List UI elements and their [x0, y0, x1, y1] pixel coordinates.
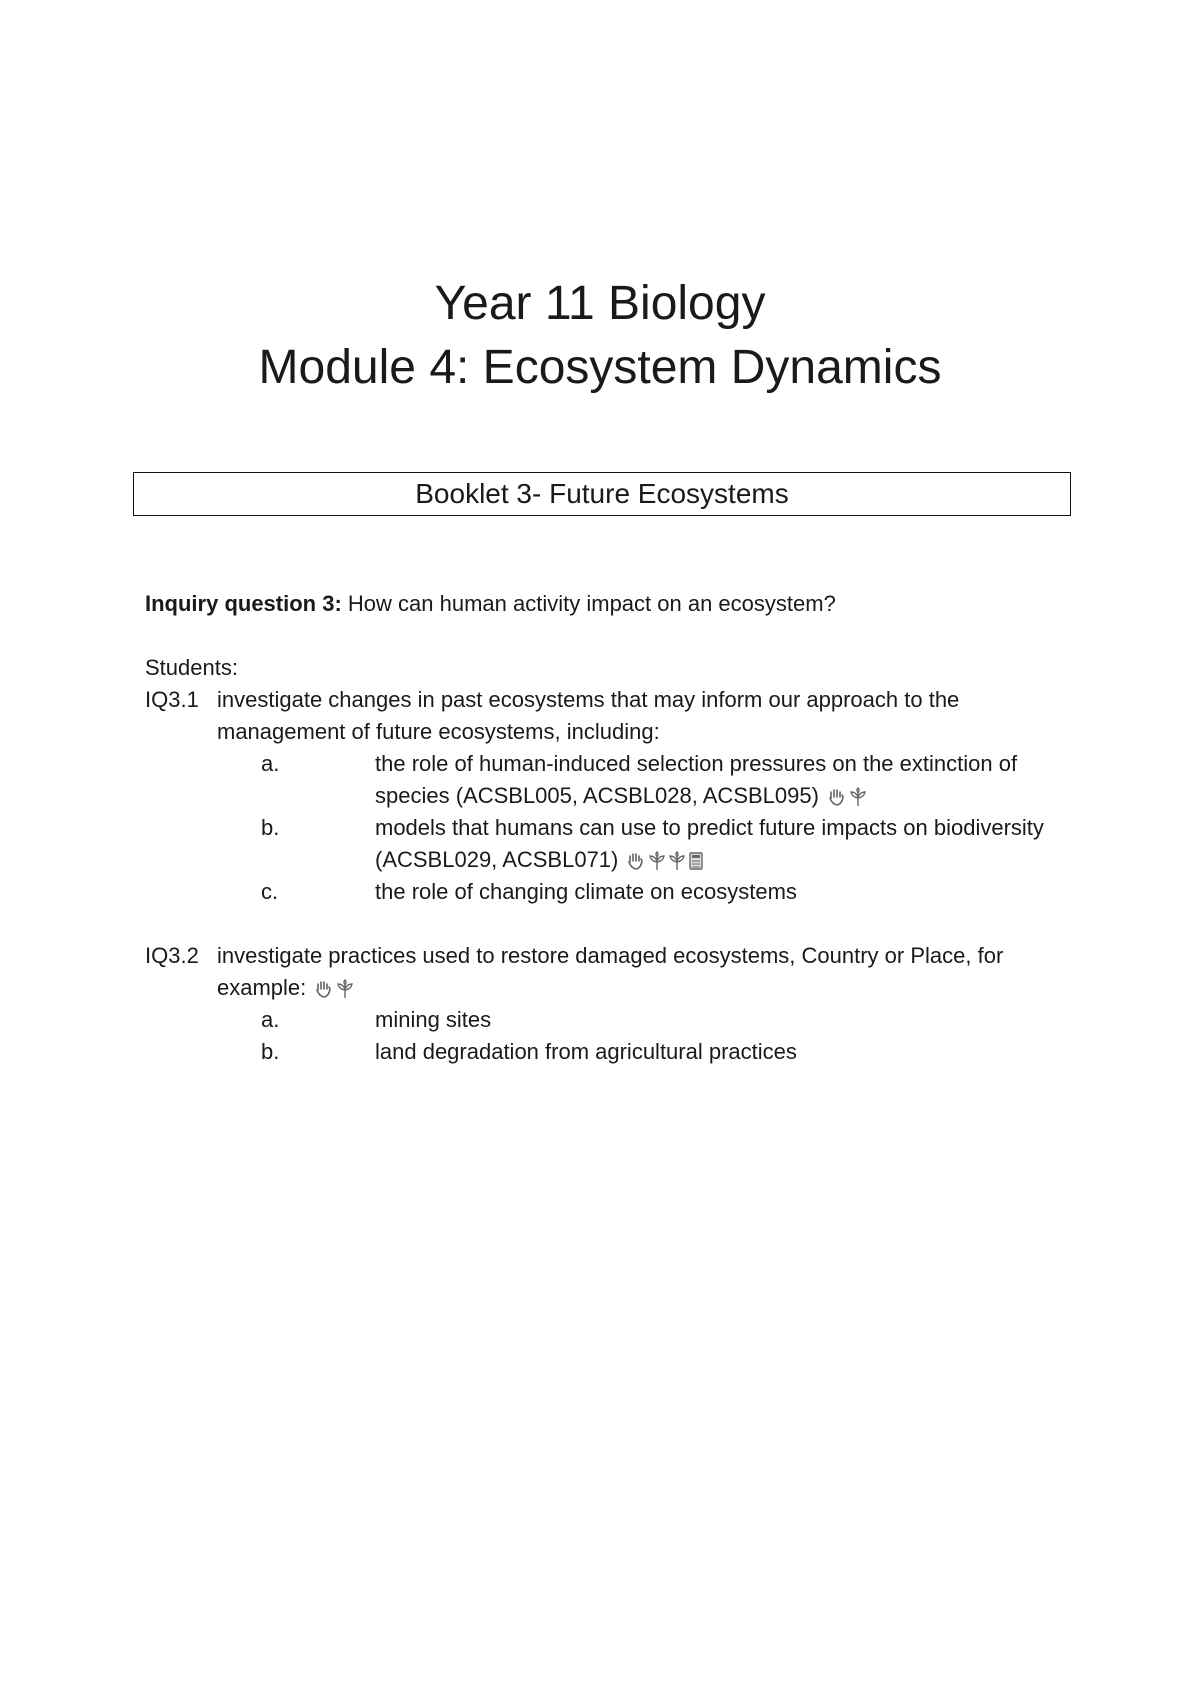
plant-icon — [668, 851, 686, 871]
list-item-letter: a. — [261, 1007, 280, 1032]
list-item-text: models that humans can use to predict future impacts on biodiversity (ACSBL029, ACSBL071) — [375, 815, 1044, 872]
list-item-text: the role of human-induced selection pressures on the extinction of species (ACSBL005, ACSBL028, ACSBL095) — [375, 751, 1018, 808]
inquiry-question — [145, 588, 1065, 620]
list-item-letter: b. — [261, 815, 280, 840]
iq31-row — [145, 684, 1065, 748]
iq31-text: investigate changes in past ecosystems that may inform our approach to the management of future ecosystems, including: — [217, 687, 960, 744]
plant-icon — [648, 851, 666, 871]
list-item — [261, 1036, 1065, 1068]
content-icons — [626, 851, 704, 871]
hand-icon — [827, 787, 847, 807]
inquiry-text: How can human activity impact on an ecosystem? — [347, 591, 836, 616]
title-module: Module 4: Ecosystem Dynamics — [258, 341, 942, 394]
hand-icon — [314, 979, 334, 999]
iq31-code: IQ3.1 — [145, 687, 199, 712]
list-item-text: mining sites — [375, 1007, 492, 1032]
title-course: Year 11 Biology — [434, 277, 766, 330]
iq32-row — [145, 940, 1065, 1004]
iq32-code: IQ3.2 — [145, 943, 199, 968]
list-item-text: the role of changing climate on ecosystems — [375, 879, 797, 904]
content-icons — [314, 979, 354, 999]
hand-icon — [626, 851, 646, 871]
calculator-icon — [688, 851, 704, 871]
list-item-letter: b. — [261, 1039, 280, 1064]
plant-icon — [336, 979, 354, 999]
students-label: Students: — [145, 655, 238, 680]
iq32-text: investigate practices used to restore damaged ecosystems, Country or Place, for example: — [217, 943, 1004, 1000]
content-icons — [827, 787, 867, 807]
inquiry-label: Inquiry question 3: — [145, 591, 342, 616]
list-item-letter: a. — [261, 751, 280, 776]
plant-icon — [849, 787, 867, 807]
booklet-label: Booklet 3- Future Ecosystems — [415, 478, 789, 509]
list-item — [261, 812, 1065, 876]
list-item-text: land degradation from agricultural practices — [375, 1039, 797, 1064]
booklet-heading-box — [133, 472, 1071, 516]
document-title — [0, 272, 1200, 400]
syllabus-content — [145, 588, 1065, 1068]
list-item — [261, 1004, 1065, 1036]
list-item — [261, 876, 1065, 908]
list-item-letter: c. — [261, 879, 279, 904]
list-item — [261, 748, 1065, 812]
